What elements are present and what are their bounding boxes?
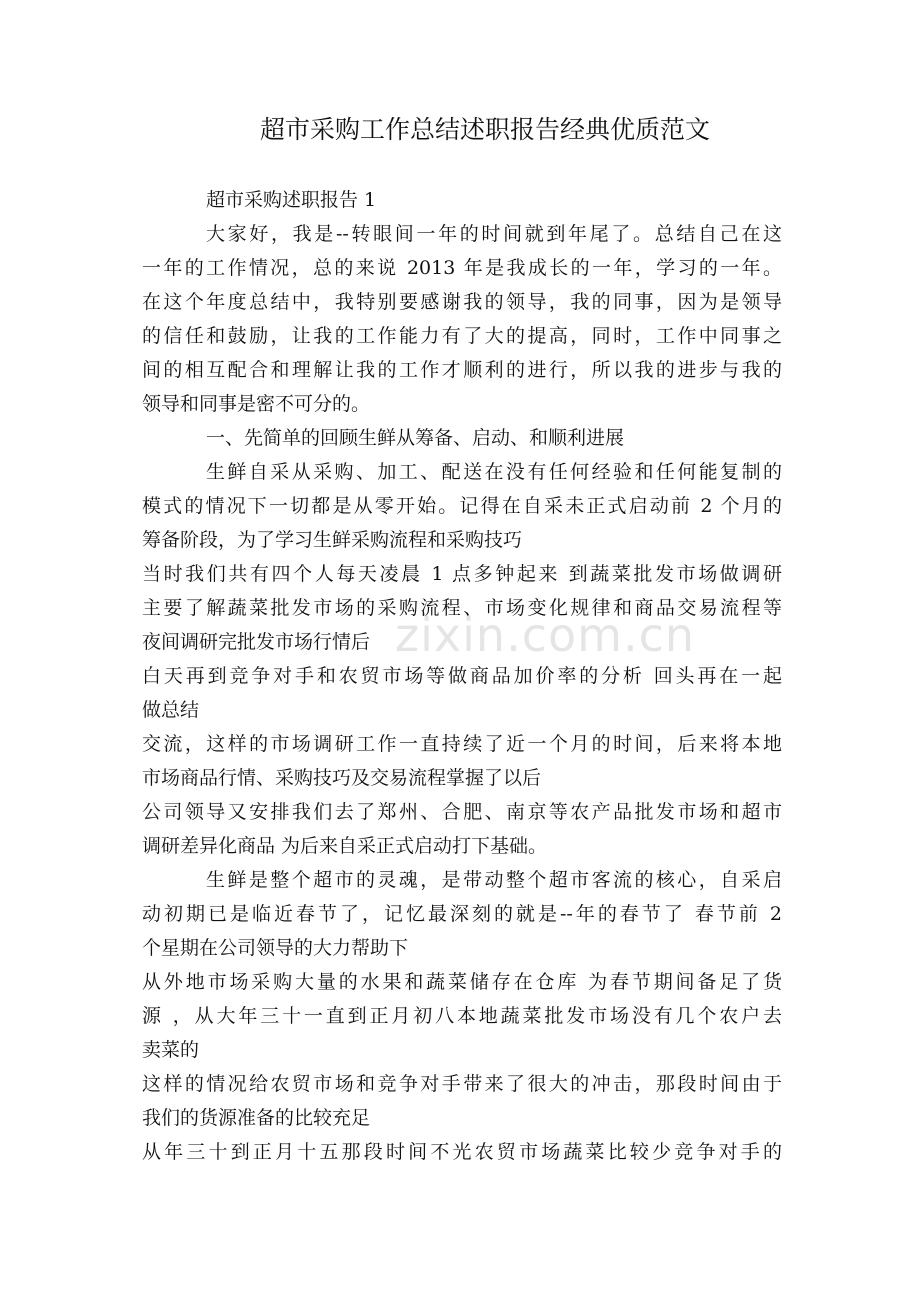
text-line: 间的相互配合和理解让我的工作才顺利的进行，所以我的进步与我的 — [142, 359, 782, 381]
text-line: 主要了解蔬菜批发市场的采购流程、市场变化规律和商品交易流程等 — [142, 597, 782, 619]
watermark: zixin.com.cn — [395, 608, 696, 662]
text-line: 当时我们共有四个人每天凌晨 1 点多钟起来 到蔬菜批发市场做调研 — [142, 563, 782, 585]
text-line: 超市采购述职报告 1 — [206, 189, 377, 211]
text-line: 这样的情况给农贸市场和竞争对手带来了很大的冲击，那段时间由于 — [142, 1073, 782, 1095]
text-line: 筹备阶段，为了学习生鲜采购流程和采购技巧 — [142, 529, 523, 551]
text-line: 卖菜的 — [142, 1039, 200, 1061]
text-line: 生鲜是整个超市的灵魂，是带动整个超市客流的核心，自采启 — [206, 869, 782, 891]
text-line: 领导和同事是密不可分的。 — [142, 393, 371, 415]
text-line: 夜间调研完批发市场行情后 — [142, 631, 371, 653]
text-line: 交流，这样的市场调研工作一直持续了近一个月的时间，后来将本地 — [142, 733, 782, 755]
text-line: 源 ，从大年三十一直到正月初八本地蔬菜批发市场没有几个农户去 — [142, 1005, 782, 1027]
text-line: 公司领导又安排我们去了郑州、合肥、南京等农产品批发市场和超市 — [142, 801, 782, 823]
text-line: 做总结 — [142, 699, 200, 721]
text-line: 市场商品行情、采购技巧及交易流程掌握了以后 — [142, 767, 542, 789]
text-line: 一、先简单的回顾生鲜从筹备、启动、和顺利进展 — [206, 427, 625, 449]
text-line: 从外地市场采购大量的水果和蔬菜储存在仓库 为春节期间备足了货 — [142, 971, 782, 993]
text-line: 动初期已是临近春节了，记忆最深刻的就是--年的春节了 春节前 2 — [142, 903, 782, 925]
text-line: 个星期在公司领导的大力帮助下 — [142, 937, 409, 959]
document-title: 超市采购工作总结述职报告经典优质范文 — [259, 115, 710, 144]
text-line: 生鲜自采从采购、加工、配送在没有任何经验和任何能复制的 — [206, 461, 782, 483]
text-line: 模式的情况下一切都是从零开始。记得在自采未正式启动前 2 个月的 — [142, 495, 782, 517]
text-line: 从年三十到正月十五那段时间不光农贸市场蔬菜比较少竞争对手的 — [142, 1141, 782, 1163]
text-line: 大家好，我是--转眼间一年的时间就到年尾了。总结自己在这 — [206, 223, 782, 245]
text-line: 我们的货源准备的比较充足 — [142, 1107, 371, 1129]
text-line: 在这个年度总结中，我特别要感谢我的领导，我的同事，因为是领导 — [142, 291, 782, 313]
text-line: 的信任和鼓励，让我的工作能力有了大的提高，同时，工作中同事之 — [142, 325, 782, 347]
document-body — [142, 183, 782, 1169]
text-line: 调研差异化商品 为后来自采正式启动打下基础。 — [142, 835, 548, 857]
text-line: 一年的工作情况，总的来说 2013 年是我成长的一年，学习的一年。 — [142, 257, 782, 279]
text-line: 白天再到竞争对手和农贸市场等做商品加价率的分析 回头再在一起 — [142, 665, 782, 687]
